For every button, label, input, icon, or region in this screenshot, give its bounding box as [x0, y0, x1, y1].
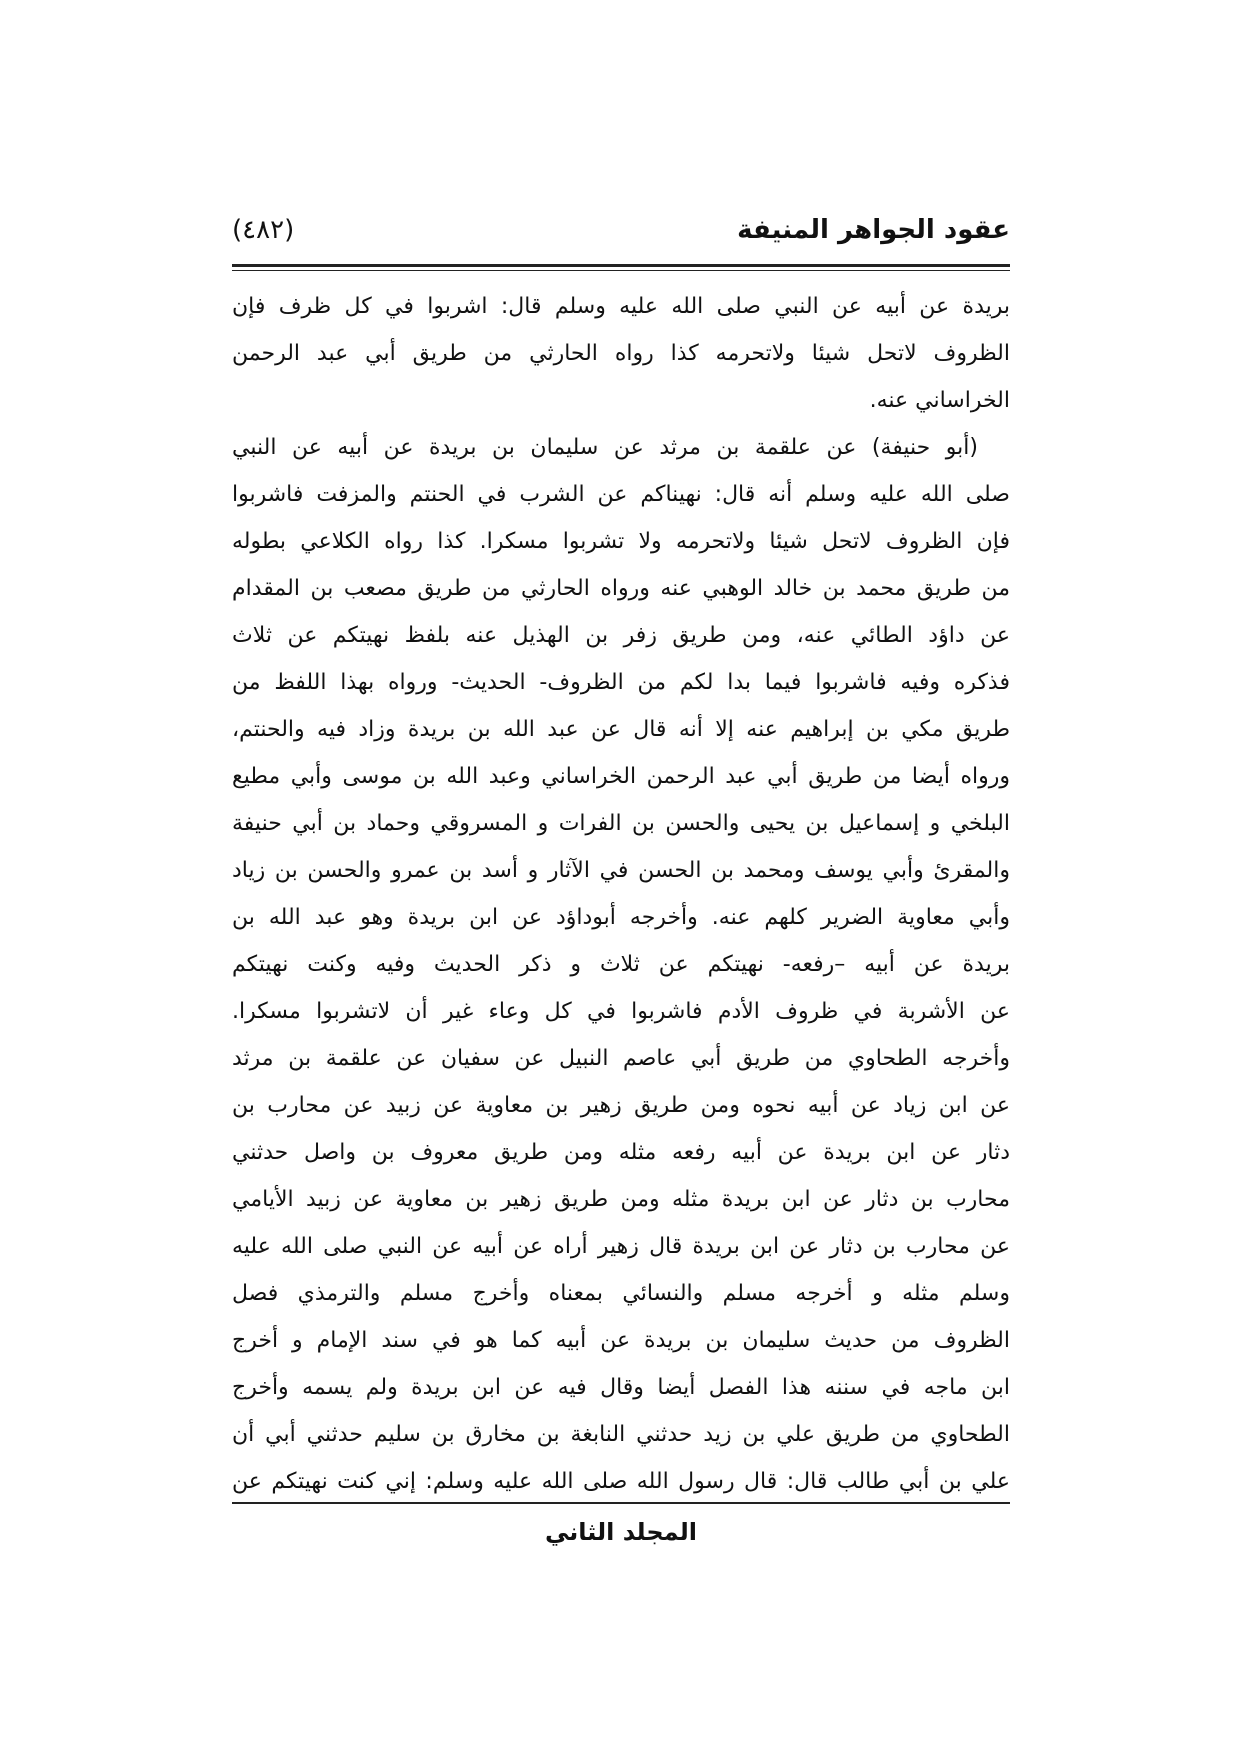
body-text: [232, 283, 1010, 1505]
text-line: والمقرئ وأبي يوسف ومحمد بن الحسن في الآثار و أسد بن عمرو والحسن بن زياد: [232, 858, 1010, 883]
text-line: فإن الظروف لاتحل شيئا ولاتحرمه ولا تشربوا مسكرا. كذا رواه الكلاعي بطوله: [232, 529, 1010, 554]
header-rule-thick: [232, 264, 1010, 267]
text-line: الخراساني عنه.: [869, 388, 1010, 413]
text-line: وسلم مثله و أخرجه مسلم والنسائي بمعناه وأخرج مسلم والترمذي فصل: [232, 1281, 1010, 1306]
text-line: بريدة عن أبيه –رفعه- نهيتكم عن ثلاث و ذكر الحديث وفيه وكنت نهيتكم: [232, 952, 1010, 977]
page-header: [232, 215, 1010, 255]
text-line: ورواه أيضا من طريق أبي عبد الرحمن الخراساني وعبد الله بن موسى وأبي مطيع: [232, 764, 1010, 789]
book-title: عقود الجواهر المنيفة: [737, 215, 1010, 245]
text-line: وأبي معاوية الضرير كلهم عنه. وأخرجه أبوداؤد عن ابن بريدة وهو عبد الله بن: [232, 905, 1010, 930]
text-line: محارب بن دثار عن ابن بريدة مثله ومن طريق زهير بن معاوية عن زبيد الأيامي: [232, 1187, 1010, 1212]
text-line: فذكره وفيه فاشربوا فيما بدا لكم من الظروف- الحديث- ورواه بهذا اللفظ من: [232, 670, 1010, 695]
text-line: من طريق محمد بن خالد الوهبي عنه ورواه الحارثي من طريق مصعب بن المقدام: [232, 576, 1010, 601]
text-line: عن محارب بن دثار عن ابن بريدة قال زهير أراه عن أبيه عن النبي صلى الله عليه: [232, 1234, 1010, 1259]
header-rule-thin: [232, 270, 1010, 271]
text-line: طريق مكي بن إبراهيم عنه إلا أنه قال عن عبد الله بن بريدة وزاد فيه والحنتم،: [232, 717, 1010, 742]
text-line: (أبو حنيفة) عن علقمة بن مرثد عن سليمان بن بريدة عن أبيه عن النبي: [232, 435, 978, 460]
text-line: عن الأشربة في ظروف الأدم فاشربوا في كل وعاء غير أن لاتشربوا مسكرا.: [232, 999, 1010, 1024]
footer-rule: [232, 1502, 1010, 1504]
text-line: ابن ماجه في سننه هذا الفصل أيضا وقال فيه عن ابن بريدة ولم يسمه وأخرج: [232, 1375, 1010, 1400]
volume-label: المجلد الثاني: [545, 1518, 697, 1546]
text-line: عن داؤد الطائي عنه، ومن طريق زفر بن الهذيل عنه بلفظ نهيتكم عن ثلاث: [232, 623, 1010, 648]
text-line: الظروف لاتحل شيئا ولاتحرمه كذا رواه الحارثي من طريق أبي عبد الرحمن: [232, 341, 1010, 366]
text-line: صلى الله عليه وسلم أنه قال: نهيناكم عن الشرب في الحنتم والمزفت فاشربوا: [232, 482, 1010, 507]
text-line: الظروف من حديث سليمان بن بريدة عن أبيه كما هو في سند الإمام و أخرج: [232, 1328, 1010, 1353]
text-line: عن ابن زياد عن أبيه نحوه ومن طريق زهير بن معاوية عن زبيد عن محارب بن: [232, 1093, 1010, 1118]
text-line: البلخي و إسماعيل بن يحيى والحسن بن الفرات و المسروقي وحماد بن أبي حنيفة: [232, 811, 1010, 836]
text-line: وأخرجه الطحاوي من طريق أبي عاصم النبيل عن سفيان عن علقمة بن مرثد: [232, 1046, 1010, 1071]
text-line: بريدة عن أبيه عن النبي صلى الله عليه وسلم قال: اشربوا في كل ظرف فإن: [232, 294, 1010, 319]
text-line: الطحاوي من طريق علي بن زيد حدثني النابغة بن مخارق بن سليم حدثني أبي أن: [232, 1422, 1010, 1447]
text-line: دثار عن ابن بريدة عن أبيه رفعه مثله ومن طريق معروف بن واصل حدثني: [232, 1140, 1010, 1165]
text-line: علي بن أبي طالب قال: قال رسول الله صلى الله عليه وسلم: إني كنت نهيتكم عن: [232, 1469, 1010, 1494]
page-number: (٤٨٢): [232, 215, 295, 245]
